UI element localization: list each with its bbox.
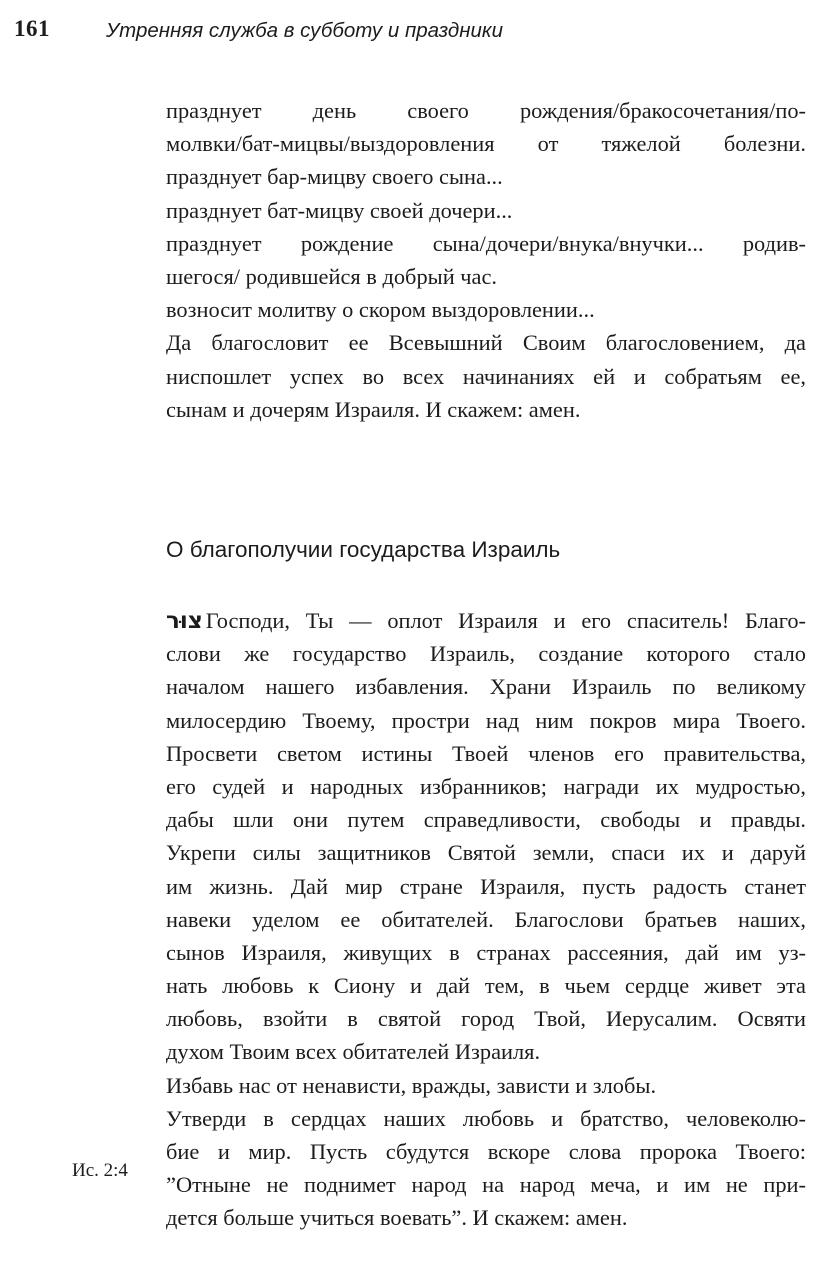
text-line-content: Господи, Ты — оплот Израиля и его спаситель! Благо- [205,608,806,633]
text-line: Избавь нас от ненависти, вражды, зависти и злобы. [166,1072,657,1098]
text-line: милосердию Твоему, простри над ним покров мира Твоего. [166,707,806,733]
text-line: празднует бар-мицву своего сына... [166,164,503,190]
text-line: сынов Израиля, живущих в странах рассеяния, дай им уз- [166,939,806,965]
hebrew-opening-word: צוּר [166,608,203,634]
text-line: ”Отныне не поднимет народ на народ меча, и им не при- [166,1172,806,1198]
text-line [166,604,806,637]
text-line: молвки/бат-мицвы/выздоровления от тяжелой болезни. [166,131,806,157]
section-heading: О благополучии государства Израиль [166,537,561,562]
scripture-reference: Ис. 2:4 [72,1160,128,1181]
text-line: сынам и дочерям Израиля. И скажем: амен. [166,396,581,422]
text-line: дабы шли они путем справедливости, свободы и правды. [166,807,806,833]
text-line: празднует рождение сына/дочери/внука/внучки... родив- [166,230,806,256]
text-line: празднует день своего рождения/бракосочетания/по- [166,98,806,123]
text-line: празднует бат-мицву своей дочери... [166,197,513,223]
text-line: началом нашего избавления. Храни Израиль по великому [166,674,806,700]
prayer-paragraph [166,604,806,1235]
text-line: любовь, взойти в святой город Твой, Иерусалим. Освяти [166,1006,806,1032]
page-number: 161 [14,16,50,41]
text-line: нать любовь к Сиону и дай тем, в чьем сердце живет эта [166,973,806,999]
running-title: Утренняя служба в субботу и праздники [106,19,503,42]
text-line: Просвети светом истины Твоей членов его правительства, [166,740,806,766]
text-line: им жизнь. Дай мир стране Израиля, пусть радость станет [166,873,806,899]
text-line: Да благословит ее Всевышний Своим благословением, да [166,330,806,356]
text-line: навеки уделом ее обитателей. Благослови братьев наших, [166,906,806,932]
text-line: его судей и народных избранников; награди их мудростью, [166,773,806,799]
intro-paragraph [166,94,806,426]
text-line: духом Твоим всех обитателей Израиля. [166,1039,541,1065]
text-line: Утверди в сердцах наших любовь и братство, человеколю- [166,1105,806,1131]
text-line: Укрепи силы защитников Святой земли, спаси их и даруй [166,840,806,866]
text-line: ниспошлет успех во всех начинаниях ей и собратьям ее, [166,363,806,389]
text-line: бие и мир. Пусть сбудутся вскоре слова пророка Твоего: [166,1139,806,1164]
text-line: шегося/ родившейся в добрый час. [166,263,498,289]
text-line: слови же государство Израиль, создание которого стало [166,641,806,667]
text-line: возносит молитву о скором выздоровлении... [166,297,595,323]
text-line: дется больше учиться воевать”. И скажем: амен. [166,1205,628,1231]
